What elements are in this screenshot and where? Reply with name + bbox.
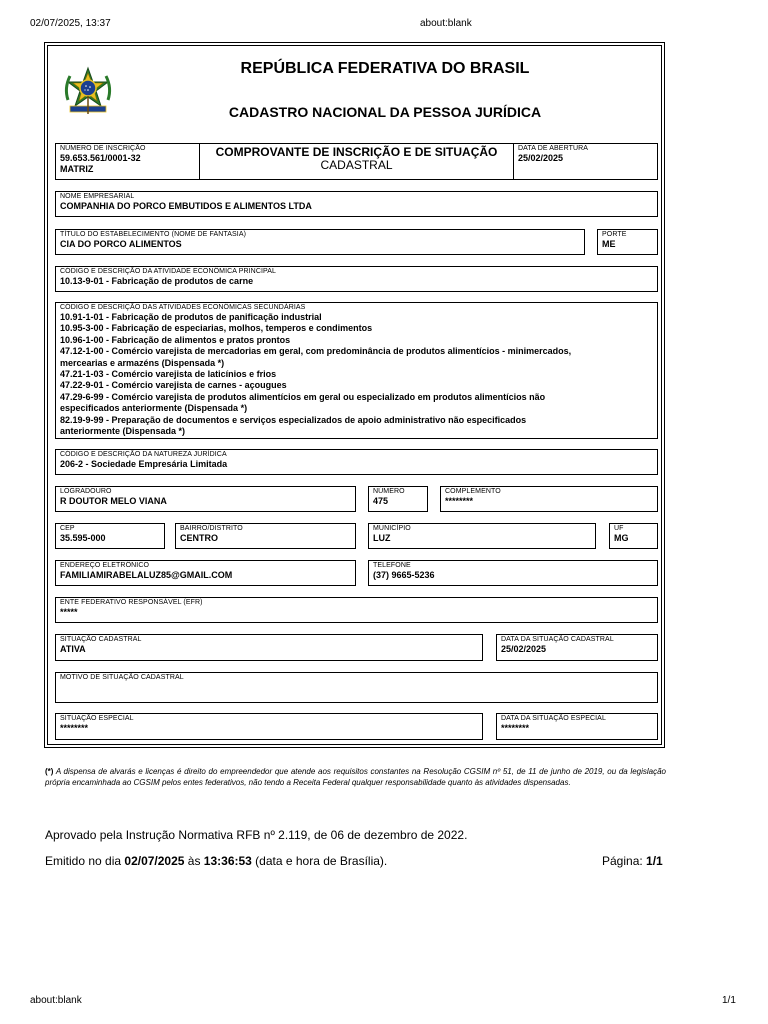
abertura-value: 25/02/2025 xyxy=(518,153,564,163)
list-item: 47.29-6-99 - Comércio varejista de produtos alimentícios em geral ou especializado em produtos alimentícios não xyxy=(60,391,546,402)
bairro-box xyxy=(175,523,356,549)
inscricao-label: NÚMERO DE INSCRIÇÃO xyxy=(60,145,146,152)
email-value: FAMILIAMIRABELALUZ85@GMAIL.COM xyxy=(60,570,233,580)
nome-empresarial-label: NOME EMPRESARIAL xyxy=(60,193,135,200)
porte-label: PORTE xyxy=(602,231,627,238)
telefone-box xyxy=(368,560,658,586)
header-subtitle: CADASTRO NACIONAL DA PESSOA JURÍDICA xyxy=(228,104,542,120)
natureza-value: 206-2 - Sociedade Empresária Limitada xyxy=(60,459,228,469)
uf-box xyxy=(609,523,658,549)
inscricao-type: MATRIZ xyxy=(60,164,94,174)
atividades-secundarias-list xyxy=(60,312,653,437)
situacao-label: SITUAÇÃO CADASTRAL xyxy=(60,636,142,643)
email-label: ENDEREÇO ELETRÔNICO xyxy=(60,562,150,569)
nome-empresarial-box xyxy=(55,191,658,217)
municipio-value: LUZ xyxy=(373,533,391,543)
cep-box xyxy=(55,523,165,549)
emitido-line xyxy=(45,854,387,868)
emitido-time: 13:36:53 xyxy=(203,854,252,868)
header-title: REPÚBLICA FEDERATIVA DO BRASIL xyxy=(240,60,530,77)
atividades-secundarias-box xyxy=(55,302,658,439)
municipio-box xyxy=(368,523,596,549)
numero-box xyxy=(368,486,428,512)
natureza-label: CÓDIGO E DESCRIÇÃO DA NATUREZA JURÍDICA xyxy=(60,451,227,458)
abertura-box xyxy=(513,143,658,180)
list-item: 10.91-1-01 - Fabricação de produtos de panificação industrial xyxy=(60,312,322,322)
situacao-especial-box xyxy=(55,713,483,740)
fantasia-label: TÍTULO DO ESTABELECIMENTO (NOME DE FANTASIA) xyxy=(60,231,247,238)
bairro-value: CENTRO xyxy=(180,533,218,543)
logradouro-value: R DOUTOR MELO VIANA xyxy=(60,496,167,506)
aprovado-text: Aprovado pela Instrução Normativa RFB nº 2.119, de 06 de dezembro de 2022. xyxy=(45,828,468,842)
complemento-value: ******** xyxy=(445,496,474,506)
porte-box xyxy=(597,229,658,255)
situacao-box xyxy=(55,634,483,661)
cep-value: 35.595-000 xyxy=(60,533,106,543)
telefone-value: (37) 9665-5236 xyxy=(373,570,435,580)
list-item: 47.12-1-00 - Comércio varejista de mercadorias em geral, com predominância de produtos alimentícios - minimercados, xyxy=(60,346,572,357)
footnote-text: A dispensa de alvarás e licenças é direito do empreendedor que atende aos requisitos constantes na Resolução CGSIM nº 51, de 11 de junho de 2019, ou da legislação própria encaminhada ao CGSIM pelos entes federativos, não tendo a Receita Federal qualquer responsabilidade quanto às atividades dispensadas. xyxy=(45,767,666,787)
bairro-label: BAIRRO/DISTRITO xyxy=(180,525,243,532)
fantasia-box xyxy=(55,229,585,255)
emitido-middle: às xyxy=(184,854,204,868)
data-situacao-especial-label: DATA DA SITUAÇÃO ESPECIAL xyxy=(501,715,606,722)
motivo-box xyxy=(55,672,658,703)
list-item: 10.95-3-00 - Fabricação de especiarias, molhos, temperos e condimentos xyxy=(60,323,373,334)
email-box xyxy=(55,560,356,586)
list-item: mercearias e armazéns (Dispensada *) xyxy=(60,357,225,368)
list-item: 82.19-9-99 - Preparação de documentos e serviços especializados de apoio administrativo não especificados xyxy=(60,414,527,425)
footnote xyxy=(45,767,666,788)
data-situacao-especial-box xyxy=(496,713,658,740)
data-situacao-box xyxy=(496,634,658,661)
inscricao-number: 59.653.561/0001-32 xyxy=(60,153,141,163)
atividade-principal-value: 10.13-9-01 - Fabricação de produtos de carne xyxy=(60,276,254,286)
natureza-box xyxy=(55,449,658,475)
print-page-title: about:blank xyxy=(420,18,472,29)
print-datetime: 02/07/2025, 13:37 xyxy=(30,18,111,29)
atividade-principal-label: CÓDIGO E DESCRIÇÃO DA ATIVIDADE ECONÔMICA PRINCIPAL xyxy=(60,268,277,275)
telefone-label: TELEFONE xyxy=(373,562,411,569)
page-value: 1/1 xyxy=(646,854,663,868)
atividade-principal-box xyxy=(55,266,658,292)
situacao-value: ATIVA xyxy=(60,644,86,654)
abertura-label: DATA DE ABERTURA xyxy=(518,145,589,152)
situacao-especial-label: SITUAÇÃO ESPECIAL xyxy=(60,715,134,722)
efr-box xyxy=(55,597,658,623)
cep-label: CEP xyxy=(60,525,75,532)
footnote-marker: (*) xyxy=(45,767,54,776)
data-situacao-especial-value: ******** xyxy=(501,723,530,733)
brazil-coat-of-arms-icon xyxy=(60,66,116,118)
comprovante-title-line1: COMPROVANTE DE INSCRIÇÃO E DE SITUAÇÃO xyxy=(215,145,498,159)
emitido-suffix: (data e hora de Brasília). xyxy=(251,854,388,868)
uf-value: MG xyxy=(614,533,629,543)
logradouro-label: LOGRADOURO xyxy=(60,488,112,495)
list-item: especificados anteriormente (Dispensada *) xyxy=(60,403,248,414)
list-item: 10.96-1-00 - Fabricação de alimentos e pratos prontos xyxy=(60,334,291,345)
emitido-date: 02/07/2025 xyxy=(124,854,185,868)
fantasia-value: CIA DO PORCO ALIMENTOS xyxy=(60,239,182,249)
comprovante-title-line2: CADASTRAL xyxy=(320,158,393,172)
numero-label: NÚMERO xyxy=(373,488,405,495)
complemento-label: COMPLEMENTO xyxy=(445,488,501,495)
nome-empresarial-value: COMPANHIA DO PORCO EMBUTIDOS E ALIMENTOS LTDA xyxy=(60,201,312,211)
situacao-especial-value: ******** xyxy=(60,723,89,733)
list-item: anteriormente (Dispensada *) xyxy=(60,426,186,437)
numero-value: 475 xyxy=(373,496,389,506)
uf-label: UF xyxy=(614,525,624,532)
efr-label: ENTE FEDERATIVO RESPONSÁVEL (EFR) xyxy=(60,599,203,606)
list-item: 47.22-9-01 - Comércio varejista de carnes - açougues xyxy=(60,380,287,391)
emitido-prefix: Emitido no dia xyxy=(45,854,125,868)
efr-value: ***** xyxy=(60,607,78,617)
motivo-label: MOTIVO DE SITUAÇÃO CADASTRAL xyxy=(60,674,184,681)
print-page-counter: 1/1 xyxy=(722,995,736,1006)
list-item: 47.21-1-03 - Comércio varejista de laticínios e frios xyxy=(60,369,277,380)
atividades-secundarias-label: CÓDIGO E DESCRIÇÃO DAS ATIVIDADES ECONÔMICAS SECUNDÁRIAS xyxy=(60,304,306,311)
comprovante-box xyxy=(199,143,514,180)
municipio-label: MUNICÍPIO xyxy=(373,525,411,532)
inscricao-box xyxy=(55,143,200,180)
data-situacao-label: DATA DA SITUAÇÃO CADASTRAL xyxy=(501,636,614,643)
print-footer-url: about:blank xyxy=(30,995,82,1006)
complemento-box xyxy=(440,486,658,512)
page-label: Página: xyxy=(602,854,647,868)
data-situacao-value: 25/02/2025 xyxy=(501,644,547,654)
page-indicator xyxy=(602,854,663,868)
logradouro-box xyxy=(55,486,356,512)
porte-value: ME xyxy=(602,239,616,249)
